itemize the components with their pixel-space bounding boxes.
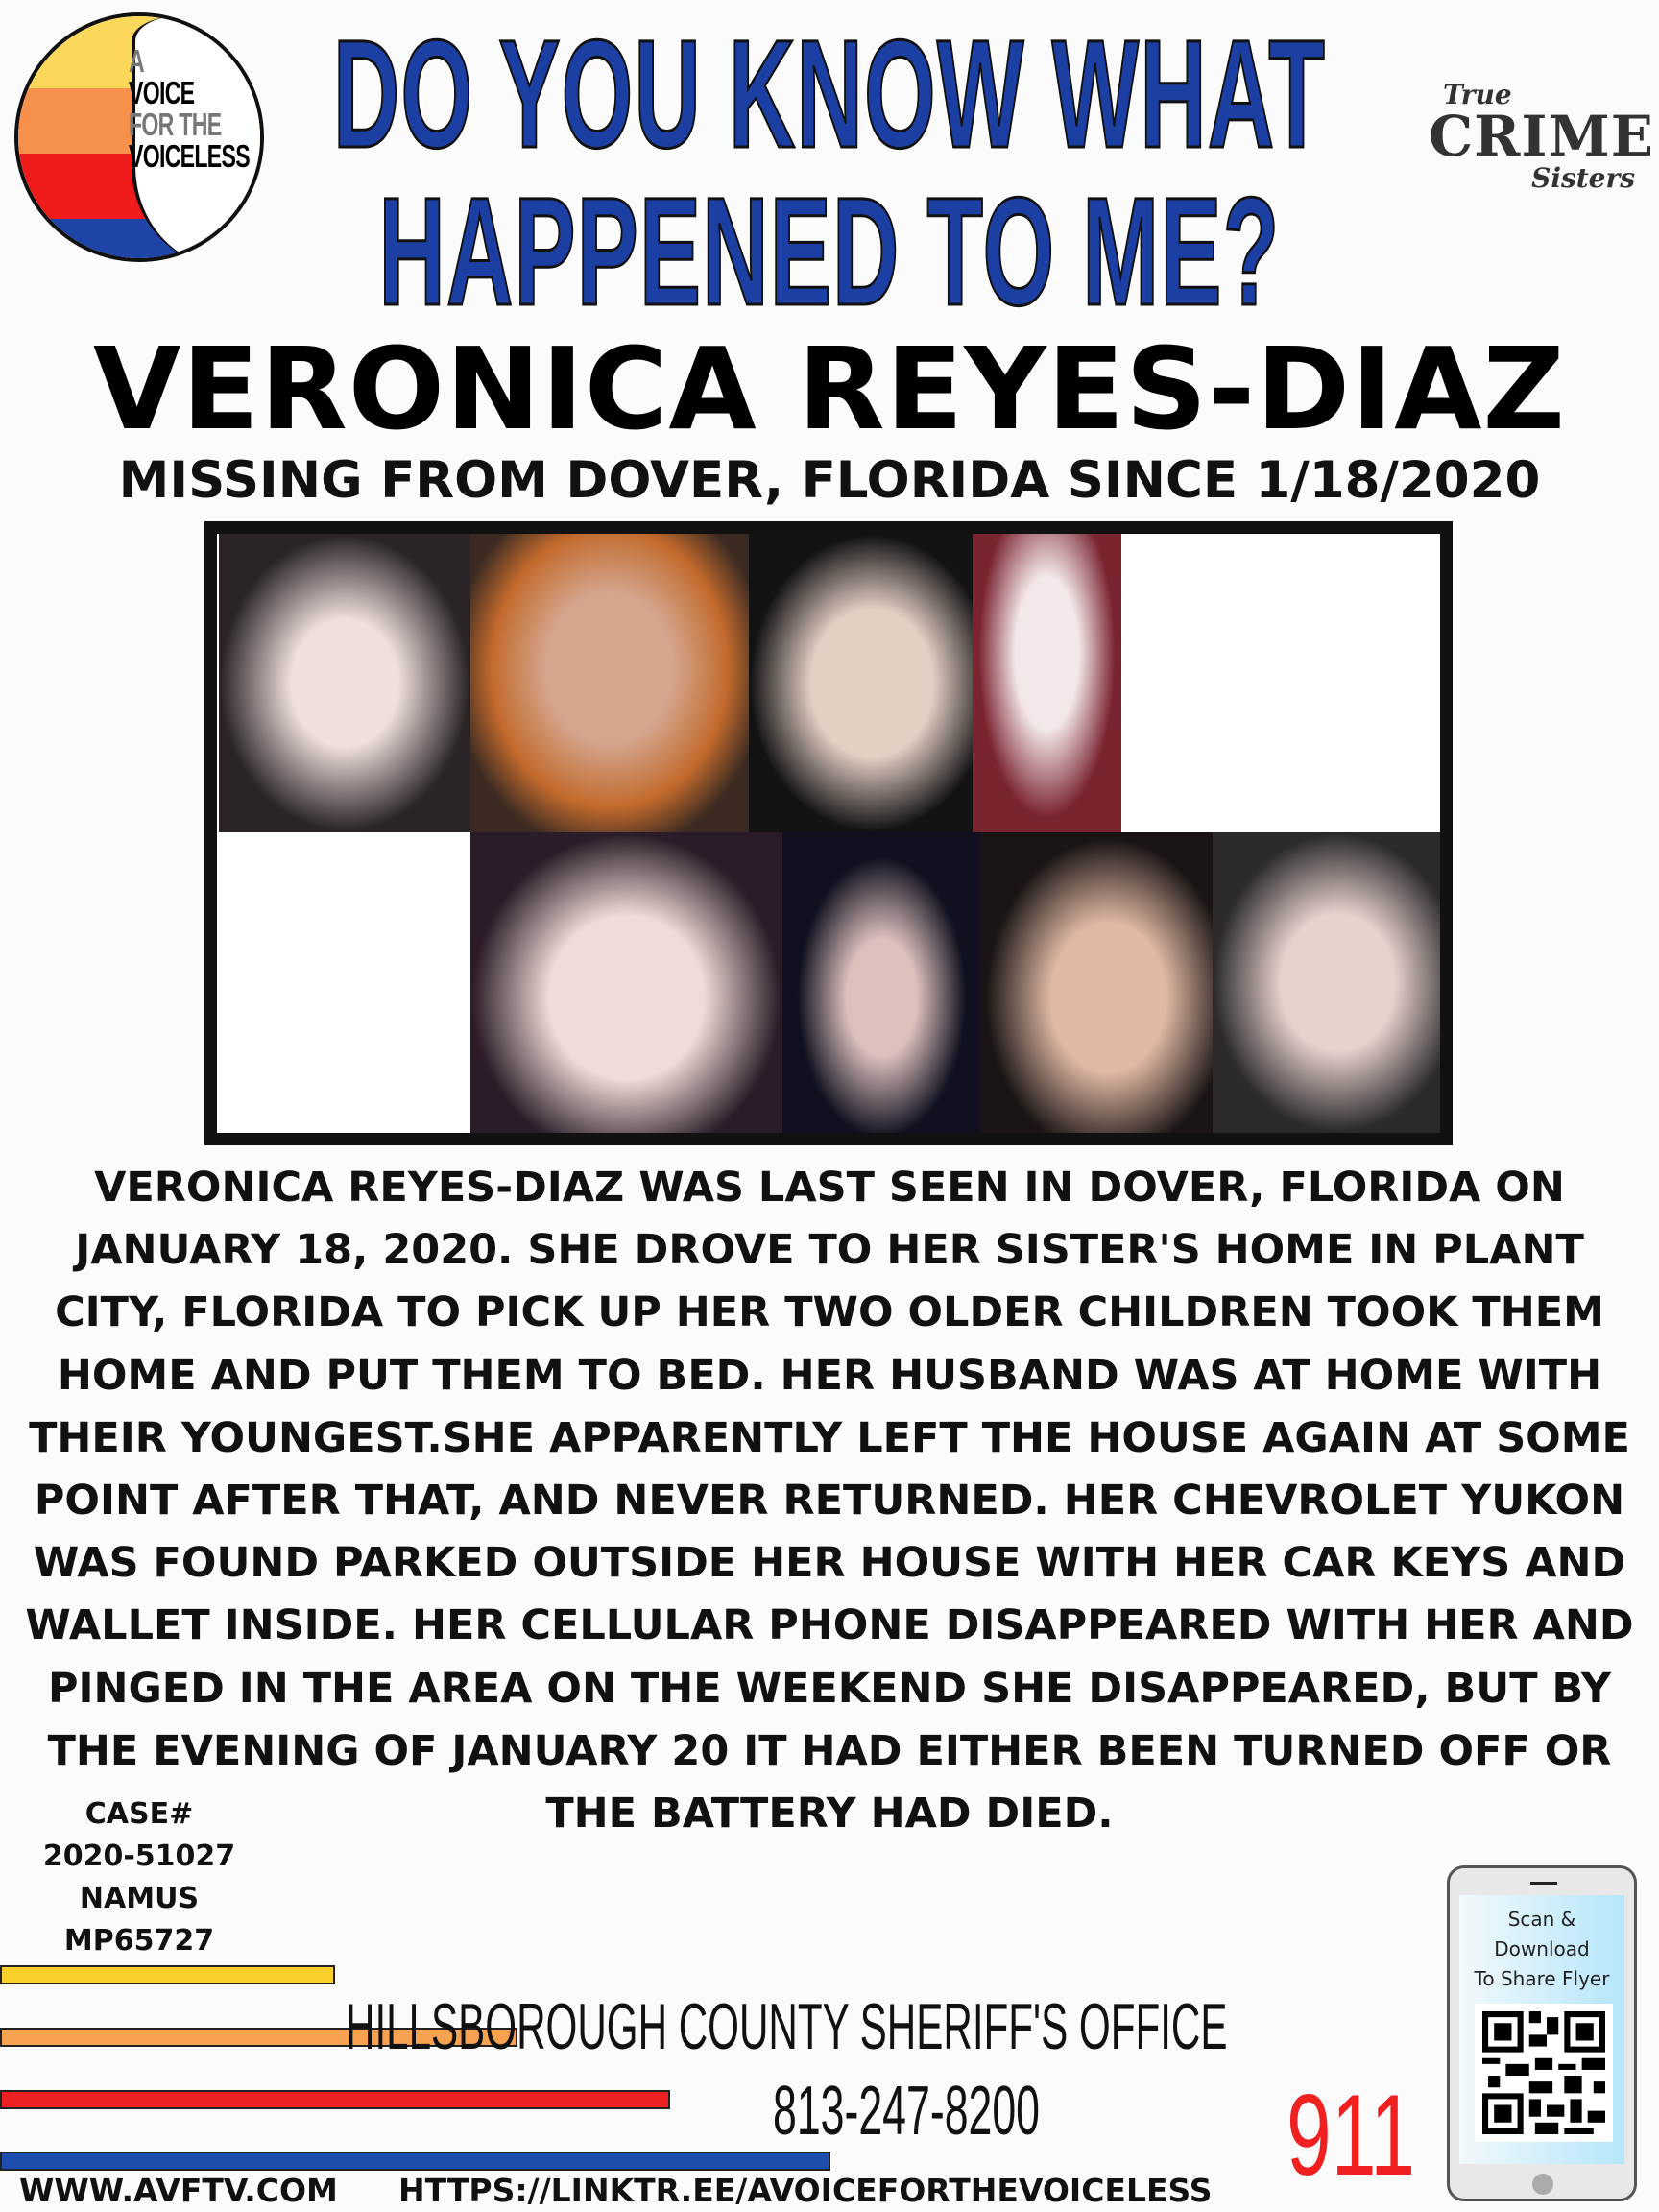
blue-bar: [0, 2152, 830, 2171]
logo-text: FOR THE: [129, 107, 222, 142]
qr-caption: Download: [1494, 1937, 1590, 1960]
brand-text: CRIME: [1429, 104, 1654, 169]
qr-caption: To Share Flyer: [1474, 1967, 1610, 1990]
logo-text: VOICE: [129, 75, 195, 110]
case-number: 2020-51027: [42, 1839, 236, 1873]
brand-text: True: [1443, 79, 1512, 110]
yellow-bar: [0, 1965, 335, 1984]
headline-line-2: HAPPENED TO ME?: [378, 165, 1281, 337]
namus-label: NAMUS: [79, 1882, 200, 1915]
case-label: CASE#: [84, 1797, 194, 1831]
photo: [219, 534, 470, 832]
red-bar: [0, 2090, 670, 2109]
agency-phone[interactable]: 813-247-8200: [773, 2073, 1041, 2150]
photo: [973, 534, 1121, 832]
website-link[interactable]: WWW.AVFTV.COM: [19, 2172, 338, 2209]
photo: [470, 534, 749, 832]
brand-text: Sisters: [1531, 162, 1635, 194]
voice-for-the-voiceless-logo: [14, 12, 264, 262]
case-info: [38, 1793, 240, 1962]
emergency-number[interactable]: 911: [1286, 2071, 1415, 2200]
missing-person-name: VERONICA REYES-DIAZ: [93, 323, 1566, 455]
photo: [470, 832, 782, 1133]
logo-text: A: [129, 43, 144, 79]
photo: [1213, 832, 1440, 1133]
linktree-link[interactable]: HTTPS://LINKTR.EE/AVOICEFORTHEVOICELESS: [398, 2172, 1213, 2209]
photo: [782, 832, 981, 1133]
namus-number: MP65727: [63, 1924, 215, 1958]
qr-code[interactable]: [1475, 2004, 1613, 2142]
photo: [749, 534, 973, 832]
headline-line-1: DO YOU KNOW WHAT: [332, 8, 1327, 180]
qr-caption: Scan &: [1507, 1908, 1576, 1931]
phone-qr-graphic: [1447, 1865, 1637, 2201]
photo: [981, 832, 1213, 1133]
logo-text: VOICELESS: [129, 138, 250, 174]
case-description: VERONICA REYES-DIAZ WAS LAST SEEN IN DOVER, FLORIDA ON JANUARY 18, 2020. SHE DROVE TO HER SISTER'S HOME IN PLANT CITY, FLORIDA TO PICK UP HER TWO OLDER CHILDREN TOOK THEM HOME AND PUT THEM TO BED. HER HUSBAND WAS AT HOME WITH THEIR YOUNGEST.SHE APPARENTLY LEFT THE HOUSE AGAIN AT SOME POINT AFTER THAT, AND NEVER RETURNED. HER CHEVROLET YUKON WAS FOUND PARKED OUTSIDE HER HOUSE WITH HER CAR KEYS AND WALLET INSIDE. HER CELLULAR PHONE DISAPPEARED WITH HER AND PINGED IN THE AREA ON THE WEEKEND SHE DISAPPEARED, BUT BY THE EVENING OF JANUARY 20 IT HAD EITHER BEEN TURNED OFF OR THE BATTERY HAD DIED.: [25, 1164, 1634, 1839]
missing-since: MISSING FROM DOVER, FLORIDA SINCE 1/18/2020: [118, 451, 1541, 510]
agency-name: HILLSBOROUGH COUNTY SHERIFF'S OFFICE: [346, 1990, 1228, 2063]
true-crime-sisters-logo: [1429, 79, 1654, 194]
photo-collage: [204, 521, 1453, 1145]
